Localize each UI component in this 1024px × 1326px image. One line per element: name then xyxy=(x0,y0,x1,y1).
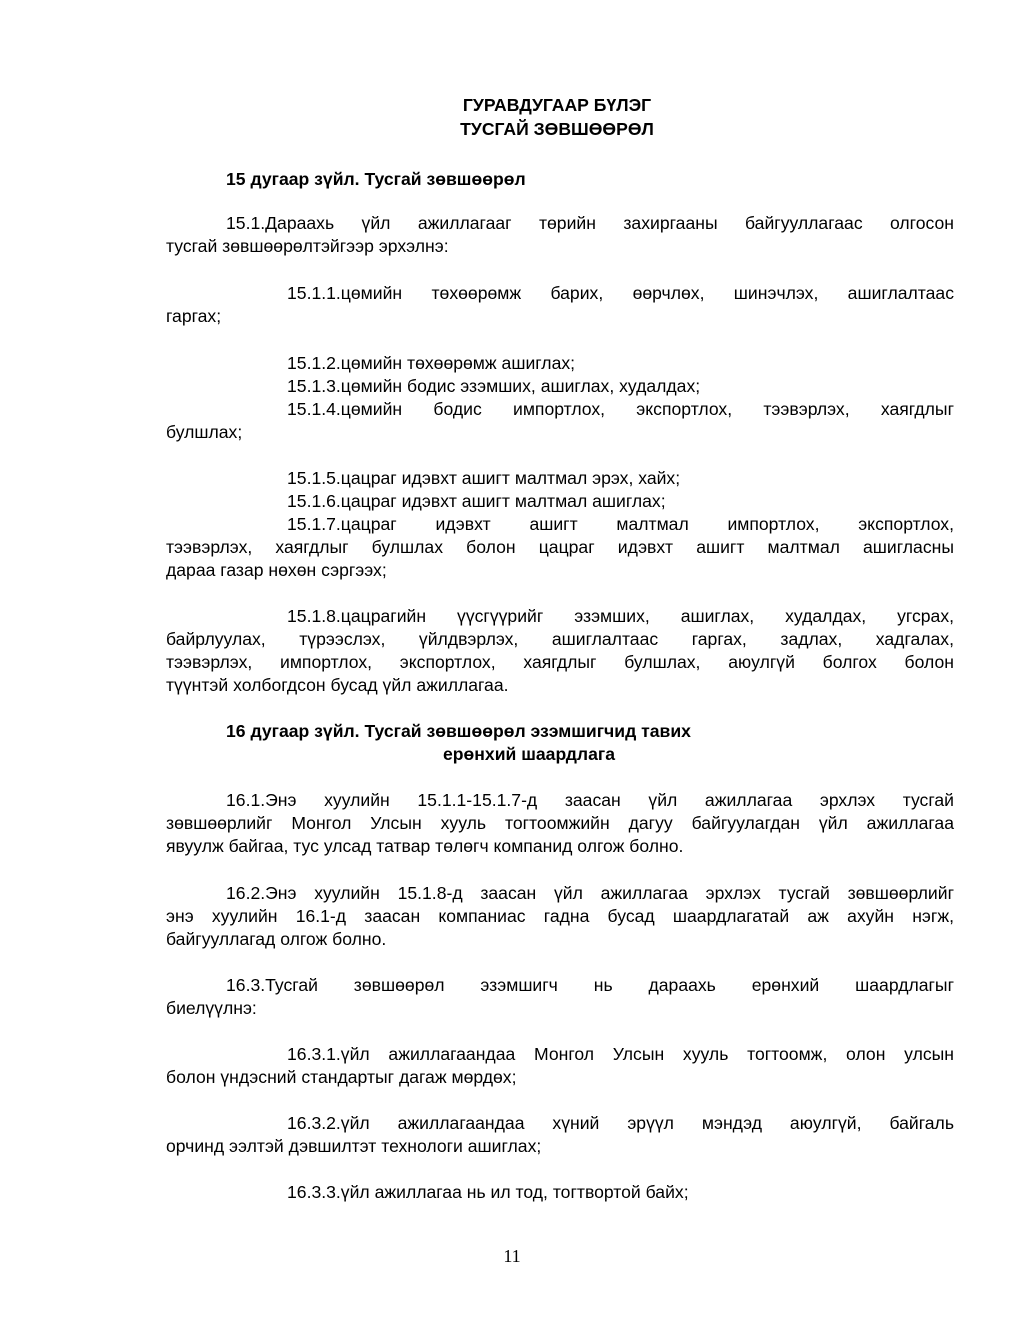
item-15-1-5: 15.1.5.цацраг идэвхт ашигт малтмал эрэх, хайх; xyxy=(287,468,681,488)
item-15-1-8-line-2: байрлуулах, түрээслэх, үйлдвэрлэх, ашиглалтаас гаргах, задлах, хадгалах, xyxy=(166,629,954,649)
item-16-3-1-line-1: 16.3.1.үйл ажиллагаандаа Монгол Улсын хууль тогтоомж, олон улсын xyxy=(287,1044,954,1064)
item-15-1-1-line-1: 15.1.1.цөмийн төхөөрөмж барих, өөрчлөх, шинэчлэх, ашиглалтаас xyxy=(287,283,954,303)
item-15-1-8-line-4: түүнтэй холбогдсон бусад үйл ажиллагаа. xyxy=(166,675,509,695)
item-15-1-1-line-2: гаргах; xyxy=(166,306,222,326)
paragraph-16-1-line-2: зөвшөөрлийг Монгол Улсын хууль тогтоомжийн дагуу байгуулагдан үйл ажиллагаа xyxy=(166,813,954,833)
chapter-title: ГУРАВДУГААР БҮЛЭГ xyxy=(462,95,652,115)
item-15-1-4-line-1: 15.1.4.цөмийн бодис импортлох, экспортлох, тээвэрлэх, хаягдлыг xyxy=(287,399,954,419)
paragraph-16-2-line-2: энэ хуулийн 16.1-д заасан компаниас гадна бусад шаардлагатай аж ахуйн нэгж, xyxy=(166,906,954,926)
item-16-3-1-line-2: болон үндэсний стандартыг дагаж мөрдөх; xyxy=(166,1067,517,1087)
item-15-1-8-line-3: тээвэрлэх, импортлох, экспортлох, хаягдлыг булшлах, аюулгүй болгох болон xyxy=(166,652,954,672)
paragraph-16-2-line-1: 16.2.Энэ хуулийн 15.1.8-д заасан үйл ажиллагаа эрхлэх тусгай зөвшөөрлийг xyxy=(226,883,954,903)
item-15-1-7-line-3: дараа газар нөхөн сэргээх; xyxy=(166,560,387,580)
paragraph-16-2-line-3: байгууллагад олгож болно. xyxy=(166,929,387,949)
item-16-3-2-line-2: орчинд ээлтэй дэвшилтэт технологи ашиглах; xyxy=(166,1136,542,1156)
article-16-heading-line-2: ерөнхий шаардлага xyxy=(443,744,615,764)
item-15-1-7-line-1: 15.1.7.цацраг идэвхт ашигт малтмал импортлох, экспортлох, xyxy=(287,514,954,534)
item-15-1-3: 15.1.3.цөмийн бодис эзэмших, ашиглах, худалдах; xyxy=(287,376,701,396)
item-15-1-2: 15.1.2.цөмийн төхөөрөмж ашиглах; xyxy=(287,353,576,373)
paragraph-16-3-line-1: 16.3.Тусгай зөвшөөрөл эзэмшигч нь дараахь ерөнхий шаардлагыг xyxy=(226,975,954,995)
page-number: 11 xyxy=(503,1246,521,1266)
item-15-1-8-line-1: 15.1.8.цацрагийн үүсгүүрийг эзэмших, ашиглах, худалдах, угсрах, xyxy=(287,606,954,626)
item-15-1-4-line-2: булшлах; xyxy=(166,422,243,442)
paragraph-16-3-line-2: биелүүлнэ: xyxy=(166,998,257,1018)
chapter-subtitle: ТУСГАЙ ЗӨВШӨӨРӨЛ xyxy=(460,119,654,139)
paragraph-16-1-line-1: 16.1.Энэ хуулийн 15.1.1-15.1.7-д заасан үйл ажиллагаа эрхлэх тусгай xyxy=(226,790,954,810)
paragraph-16-1-line-3: явуулж байгаа, тус улсад татвар төлөгч компанид олгож болно. xyxy=(166,836,684,856)
paragraph-15-1-line-2: тусгай зөвшөөрөлтэйгээр эрхэлнэ: xyxy=(166,236,449,256)
item-16-3-3: 16.3.3.үйл ажиллагаа нь ил тод, тогтвортой байх; xyxy=(287,1182,689,1202)
item-16-3-2-line-1: 16.3.2.үйл ажиллагаандаа хүний эрүүл мэндэд аюулгүй, байгаль xyxy=(287,1113,954,1133)
paragraph-15-1-line-1: 15.1.Дараахь үйл ажиллагааг төрийн захиргааны байгууллагаас олгосон xyxy=(226,213,954,233)
article-16-heading-line-1: 16 дугаар зүйл. Тусгай зөвшөөрөл эзэмшигчид тавих xyxy=(226,721,691,741)
item-15-1-7-line-2: тээвэрлэх, хаягдлыг булшлах болон цацраг идэвхт ашигт малтмал ашигласны xyxy=(166,537,954,557)
item-15-1-6: 15.1.6.цацраг идэвхт ашигт малтмал ашиглах; xyxy=(287,491,666,511)
article-15-heading: 15 дугаар зүйл. Тусгай зөвшөөрөл xyxy=(226,169,526,189)
